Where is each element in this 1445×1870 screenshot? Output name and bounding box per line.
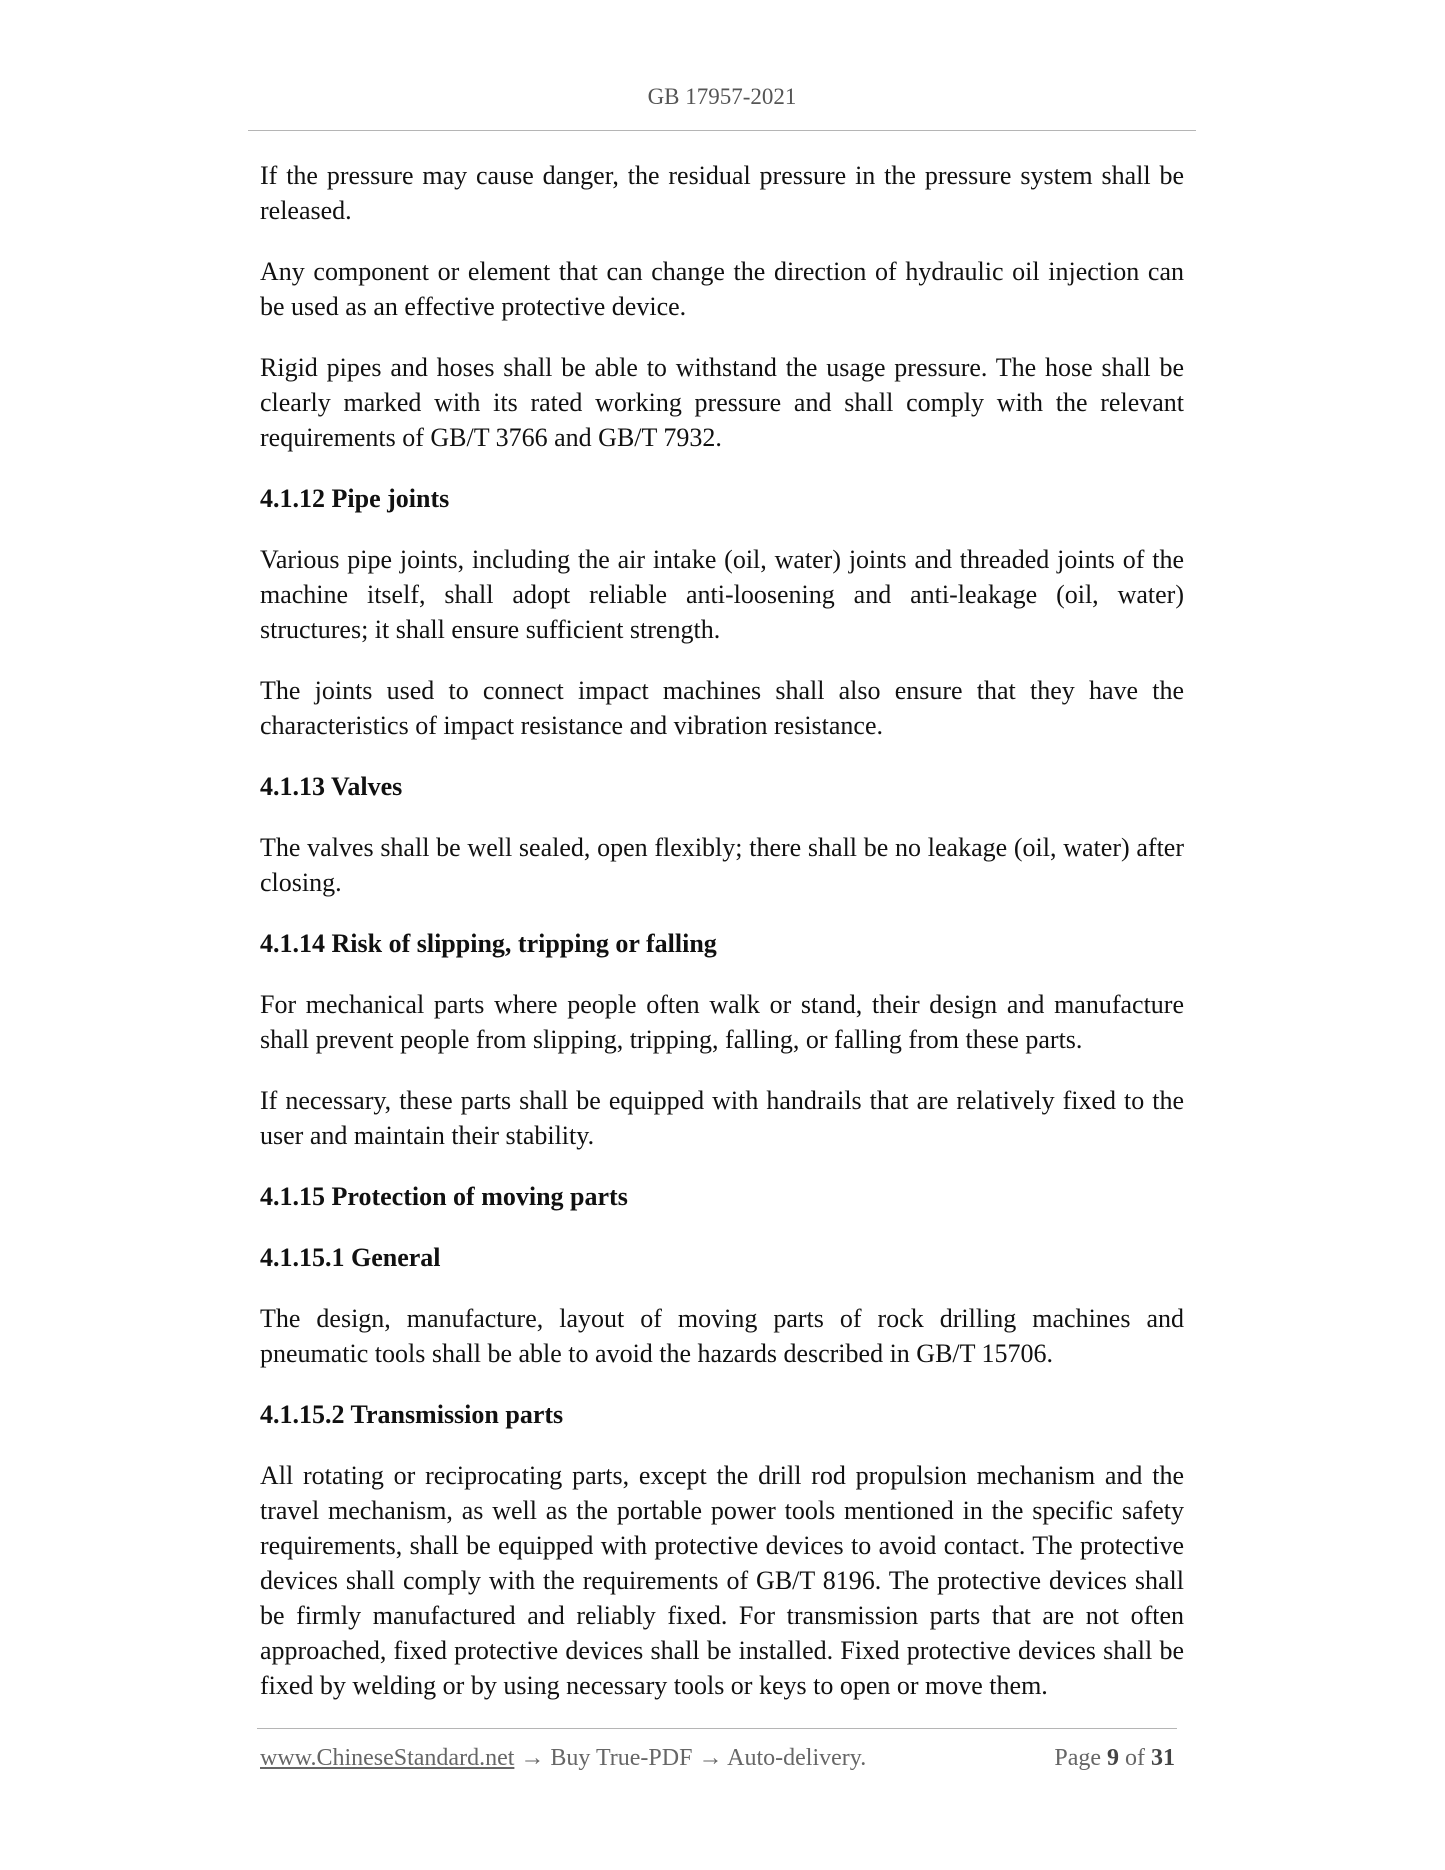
paragraph-slipping: For mechanical parts where people often walk or stand, their design and manufacture shall prevent people from slipping, tripping, falling, or falling from these parts. [260,990,1184,1054]
auto-delivery-text: Auto-delivery. [727,1745,867,1771]
paragraph-pipe-joints: Various pipe joints, including the air intake (oil, water) joints and threaded joints of the machine itself, shall adopt reliable anti-loosening and anti-leakage (oil, water) structures; it shall ensure sufficient strength. [260,545,1184,644]
section-heading-valves: 4.1.13 Valves [260,772,403,801]
site-link[interactable]: www.ChineseStandard.net [260,1745,515,1771]
arrow-icon: → [520,1745,545,1771]
paragraph-protective-device: Any component or element that can change the direction of hydraulic oil injection can be used as an effective protective device. [260,257,1184,321]
paragraph-residual-pressure: If the pressure may cause danger, the residual pressure in the pressure system shall be released. [260,161,1184,225]
document-header: GB 17957-2021 [647,84,797,109]
paragraph-impact-joints: The joints used to connect impact machines shall also ensure that they have the characteristics of impact resistance and vibration resistance. [260,676,1184,740]
arrow-icon: → [698,1745,723,1771]
buy-pdf-text: Buy True-PDF [550,1745,693,1771]
section-heading-general: 4.1.15.1 General [260,1243,441,1272]
of-label: of [1125,1745,1145,1771]
section-heading-transmission-parts: 4.1.15.2 Transmission parts [260,1400,564,1429]
footer-left [260,1745,866,1772]
header-divider [248,130,1196,131]
section-heading-slipping: 4.1.14 Risk of slipping, tripping or falling [260,929,717,958]
paragraph-transmission-parts: All rotating or reciprocating parts, except the drill rod propulsion mechanism and the travel mechanism, as well as the portable power tools mentioned in the specific safety requirements, shall be equipped with protective devices to avoid contact. The protective devices shall comply with the requirements of GB/T 8196. The protective devices shall be firmly manufactured and reliably fixed. For transmission parts that are not often approached, fixed protective devices shall be installed. Fixed protective devices shall be fixed by welding or by using necessary tools or keys to open or move them. [260,1461,1184,1700]
paragraph-rigid-pipes: Rigid pipes and hoses shall be able to withstand the usage pressure. The hose shall be clearly marked with its rated working pressure and shall comply with the relevant requirements of GB/T 3766 and GB/T 7932. [260,353,1184,452]
total-pages: 31 [1151,1745,1175,1771]
paragraph-general: The design, manufacture, layout of moving parts of rock drilling machines and pneumatic tools shall be able to avoid the hazards described in GB/T 15706. [260,1304,1184,1368]
section-heading-moving-parts: 4.1.15 Protection of moving parts [260,1182,628,1211]
paragraph-handrails: If necessary, these parts shall be equipped with handrails that are relatively fixed to the user and maintain their stability. [260,1086,1184,1150]
paragraph-valves: The valves shall be well sealed, open flexibly; there shall be no leakage (oil, water) after closing. [260,833,1184,897]
footer-divider [257,1728,1177,1729]
section-heading-pipe-joints: 4.1.12 Pipe joints [260,484,450,513]
page-label: Page [1054,1745,1101,1771]
document-body [260,158,1184,1729]
page-indicator [1054,1745,1175,1772]
page-number: 9 [1107,1745,1119,1771]
